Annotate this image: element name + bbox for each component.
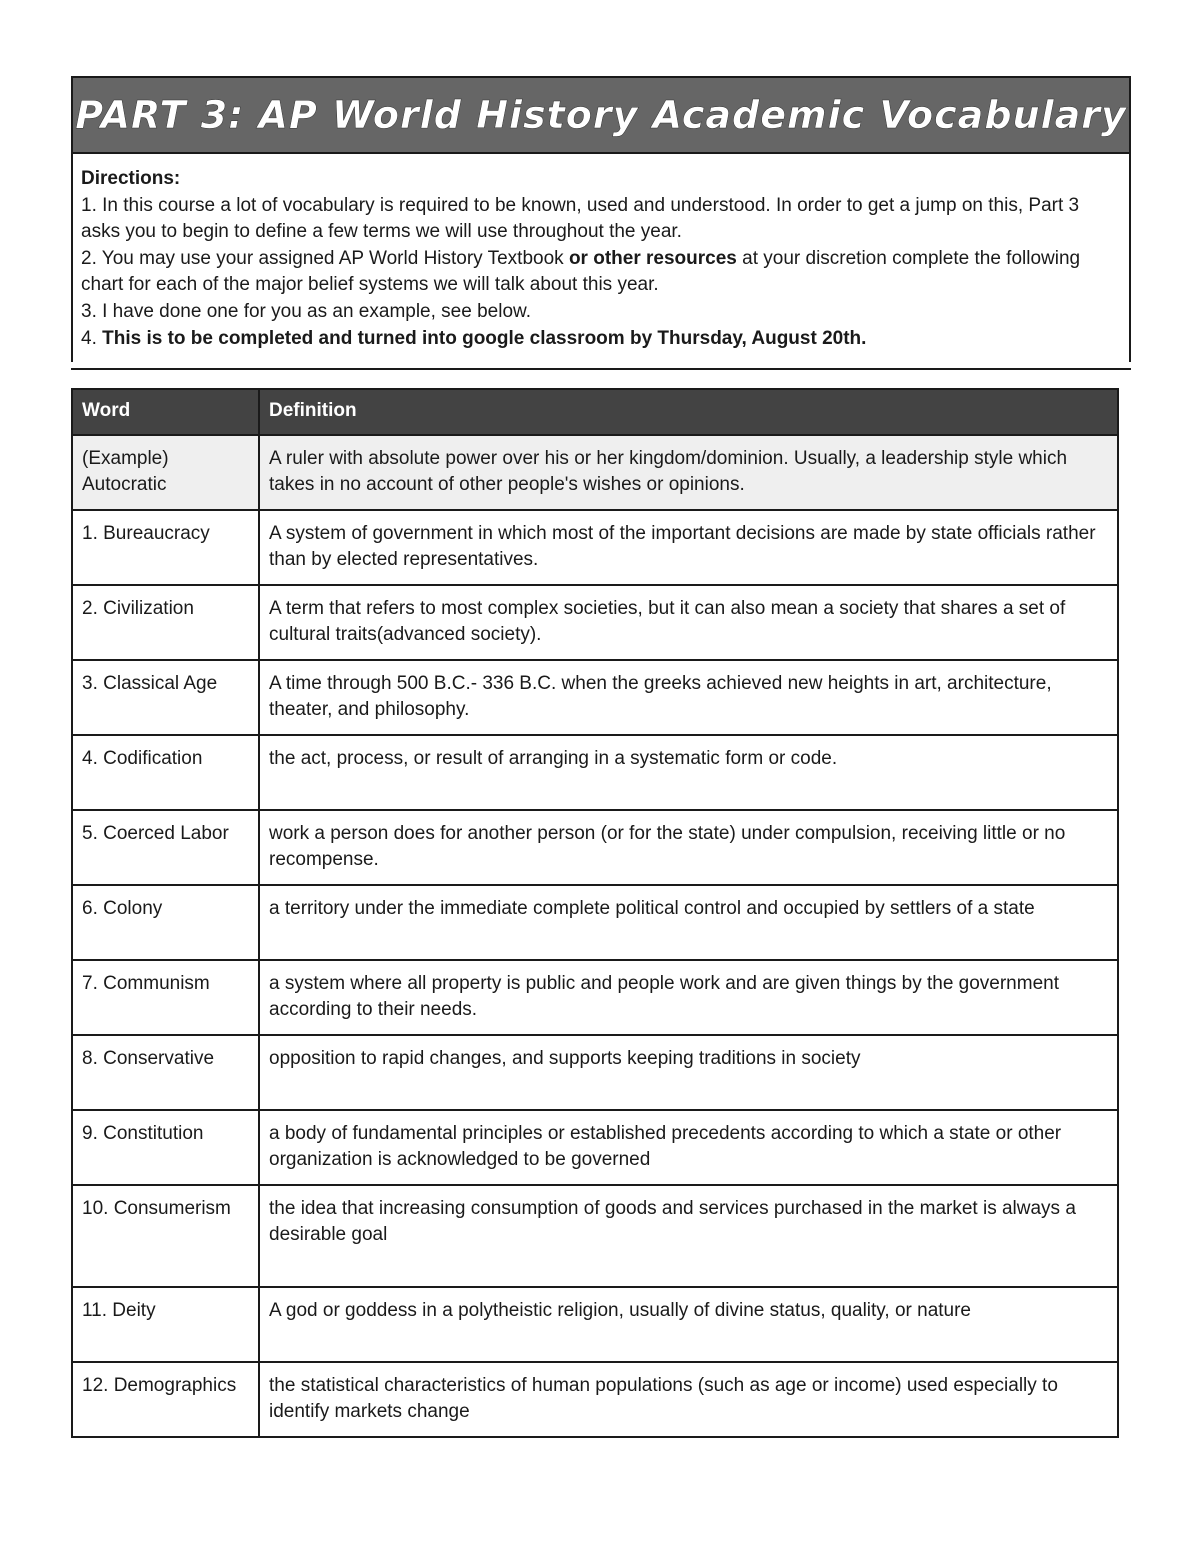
bottom-border-line bbox=[71, 368, 1131, 370]
word-cell: 9. Constitution bbox=[72, 1110, 259, 1185]
definition-cell: A system of government in which most of the important decisions are made by state officials rather than by elected representatives. bbox=[259, 510, 1118, 585]
table-row bbox=[72, 585, 1118, 660]
table-header-row bbox=[72, 389, 1118, 435]
directions-box-bottom-border bbox=[71, 357, 1131, 359]
direction-item-4 bbox=[81, 326, 1117, 353]
word-cell: 12. Demographics bbox=[72, 1362, 259, 1437]
direction-item-2-start: 2. You may use your assigned AP World History Textbook bbox=[81, 247, 569, 269]
direction-item-2-bold: or other resources bbox=[568, 247, 737, 269]
table-row bbox=[72, 1287, 1118, 1362]
definition-cell: the idea that increasing consumption of goods and services purchased in the market is always a desirable goal bbox=[259, 1185, 1118, 1287]
direction-item-1: 1. In this course a lot of vocabulary is required to be known, used and understood. In order to get a jump on this, Part 3 asks you to begin to define a few terms we will use throughout the year. bbox=[81, 194, 1080, 243]
table-row bbox=[72, 660, 1118, 735]
direction-item-2-end: at your discretion complete the following chart for each of the major belief systems we will talk about this year. bbox=[81, 247, 1081, 296]
definition-cell: A god or goddess in a polytheistic religion, usually of divine status, quality, or nature bbox=[259, 1287, 1118, 1362]
directions-heading: Directions: bbox=[81, 168, 181, 189]
definition-cell: the statistical characteristics of human populations (such as age or income) used especially to identify markets change bbox=[259, 1362, 1118, 1437]
definition-cell: a system where all property is public and people work and are given things by the government according to their needs. bbox=[259, 960, 1118, 1035]
definition-cell: a territory under the immediate complete political control and occupied by settlers of a state bbox=[259, 885, 1118, 960]
definition-cell: A term that refers to most complex societies, but it can also mean a society that shares a set of cultural traits(advanced society). bbox=[259, 585, 1118, 660]
direction-item-3: 3. I have done one for you as an example, see below. bbox=[81, 300, 531, 322]
table-row bbox=[72, 960, 1118, 1035]
definition-cell: A time through 500 B.C.- 336 B.C. when the greeks achieved new heights in art, architecture, theater, and philosophy. bbox=[259, 660, 1118, 735]
table-row bbox=[72, 1185, 1118, 1287]
page-title: PART 3: AP World History Academic Vocabulary bbox=[75, 93, 1127, 137]
header-definition: Definition bbox=[259, 389, 1118, 435]
definition-cell: a body of fundamental principles or established precedents according to which a state or other organization is acknowledged to be governed bbox=[259, 1110, 1118, 1185]
word-cell: 11. Deity bbox=[72, 1287, 259, 1362]
word-cell: 4. Codification bbox=[72, 735, 259, 810]
table-row-example bbox=[72, 435, 1118, 510]
definition-cell: A ruler with absolute power over his or her kingdom/dominion. Usually, a leadership style which takes in no account of other people's wishes or opinions. bbox=[259, 435, 1118, 510]
table-row bbox=[72, 1362, 1118, 1437]
table-row bbox=[72, 1110, 1118, 1185]
table-row bbox=[72, 810, 1118, 885]
word-cell: 10. Consumerism bbox=[72, 1185, 259, 1287]
word-cell: (Example) Autocratic bbox=[72, 435, 259, 510]
word-cell: 2. Civilization bbox=[72, 585, 259, 660]
word-cell: 7. Communism bbox=[72, 960, 259, 1035]
header-word: Word bbox=[72, 389, 259, 435]
word-cell: 5. Coerced Labor bbox=[72, 810, 259, 885]
definition-cell: work a person does for another person (or for the state) under compulsion, receiving little or no recompense. bbox=[259, 810, 1118, 885]
definition-cell: opposition to rapid changes, and supports keeping traditions in society bbox=[259, 1035, 1118, 1110]
title-bar bbox=[73, 78, 1129, 154]
table-row bbox=[72, 735, 1118, 810]
word-cell: 8. Conservative bbox=[72, 1035, 259, 1110]
word-cell: 1. Bureaucracy bbox=[72, 510, 259, 585]
word-cell: 6. Colony bbox=[72, 885, 259, 960]
direction-item-4-bold: This is to be completed and turned into google classroom by Thursday, August 20th. bbox=[102, 327, 867, 349]
table-row bbox=[72, 510, 1118, 585]
directions-body bbox=[73, 154, 1129, 362]
word-cell: 3. Classical Age bbox=[72, 660, 259, 735]
definition-cell: the act, process, or result of arranging in a systematic form or code. bbox=[259, 735, 1118, 810]
directions-box bbox=[71, 76, 1131, 362]
direction-item-2 bbox=[81, 246, 1117, 299]
table-row bbox=[72, 1035, 1118, 1110]
vocabulary-table bbox=[71, 388, 1119, 1438]
direction-item-4-prefix: 4. bbox=[81, 327, 103, 349]
table-row bbox=[72, 885, 1118, 960]
